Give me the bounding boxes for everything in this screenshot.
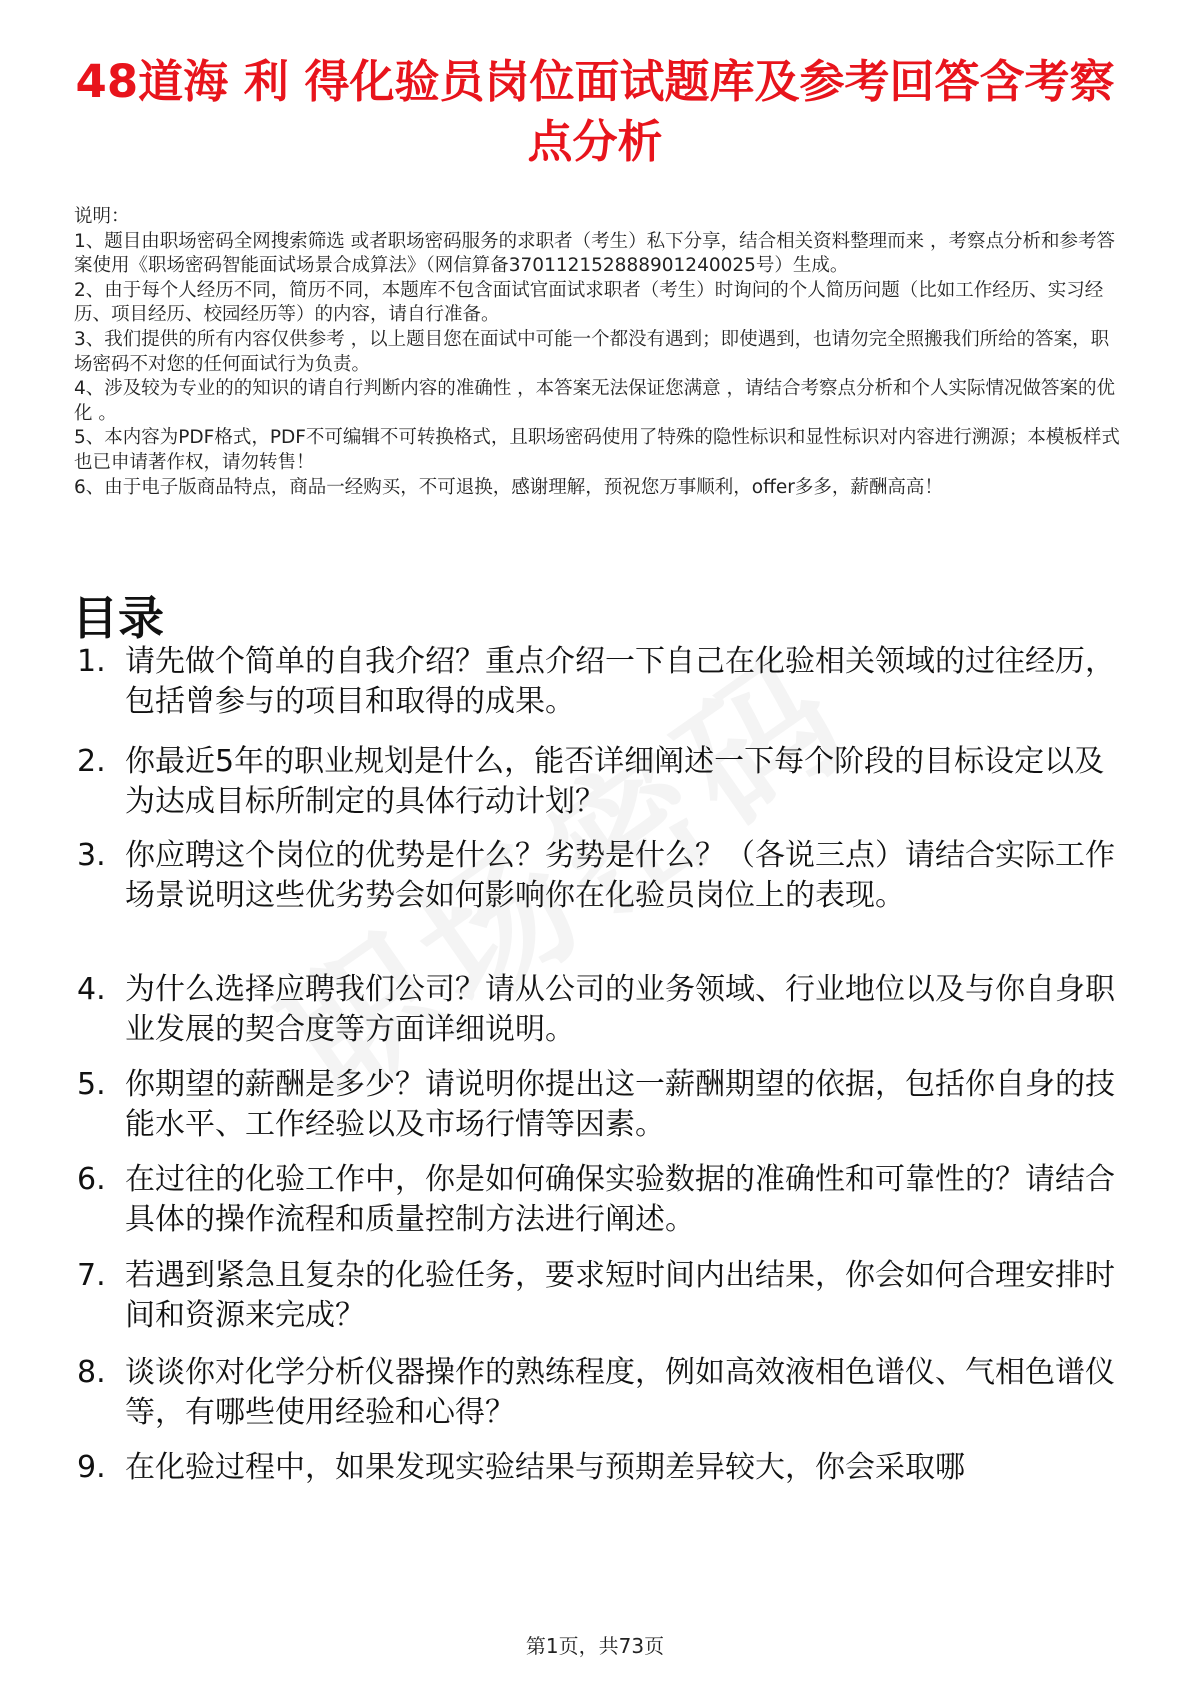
note-item: 4、涉及较为专业的的知识的请自行判断内容的准确性 ，本答案无法保证您满意 ，请结合考察点分析和个人实际情况做答案的优化 。 <box>74 378 1116 424</box>
toc-item[interactable] <box>77 970 1127 1050</box>
notes-heading: 说明： <box>74 206 130 227</box>
notes-section <box>74 205 1124 500</box>
toc-item-text: 在化验过程中，如果发现实验结果与预期差异较大，你会采取哪 <box>125 1450 965 1485</box>
toc-item[interactable] <box>77 1160 1127 1240</box>
toc-item-number: 8. <box>77 1355 106 1390</box>
toc-item-text: 你应聘这个岗位的优势是什么？劣势是什么？（各说三点）请结合实际工作场景说明这些优劣势会如何影响你在化验员岗位上的表现。 <box>125 838 1115 913</box>
toc-item[interactable] <box>77 836 1127 916</box>
note-item: 6、由于电子版商品特点，商品一经购买，不可退换，感谢理解，预祝您万事顺利，offer多多，薪酬高高！ <box>74 476 943 498</box>
toc-item-text: 为什么选择应聘我们公司？请从公司的业务领域、行业地位以及与你自身职业发展的契合度等方面详细说明。 <box>125 972 1115 1047</box>
toc-item-text: 若遇到紧急且复杂的化验任务，要求短时间内出结果，你会如何合理安排时间和资源来完成？ <box>125 1258 1115 1333</box>
toc-item[interactable] <box>77 1353 1127 1433</box>
toc-item[interactable] <box>77 742 1127 822</box>
toc-item-text: 谈谈你对化学分析仪器操作的熟练程度，例如高效液相色谱仪、气相色谱仪等，有哪些使用经验和心得？ <box>125 1355 1115 1430</box>
toc-item-number: 2. <box>77 744 106 779</box>
toc-item-text: 你最近5年的职业规划是什么，能否详细阐述一下每个阶段的目标设定以及为达成目标所制定的具体行动计划？ <box>125 744 1105 819</box>
toc-item-number: 3. <box>77 838 106 873</box>
toc-item-number: 7. <box>77 1258 106 1293</box>
toc-item[interactable] <box>77 1256 1127 1336</box>
page-footer: 第1页，共73页 <box>525 1634 665 1658</box>
toc-item-number: 9. <box>77 1450 106 1485</box>
toc-item-text: 请先做个简单的自我介绍？重点介绍一下自己在化验相关领域的过往经历，包括曾参与的项目和取得的成果。 <box>125 644 1115 719</box>
toc-item[interactable] <box>77 1065 1127 1145</box>
toc-item-number: 6. <box>77 1162 106 1197</box>
toc-heading: 目录 <box>72 591 164 645</box>
note-item: 3、我们提供的所有内容仅供参考 ，以上题目您在面试中可能一个都没有遇到；即使遇到，也请勿完全照搬我们所给的答案，职场密码不对您的任何面试行为负责。 <box>74 328 1110 375</box>
toc-item-number: 1. <box>77 644 106 679</box>
document-title: 48道海 利 得化验员岗位面试题库及参考回答含考察点分析 <box>75 55 1115 168</box>
toc-item[interactable] <box>77 1448 1127 1488</box>
toc-item-text: 你期望的薪酬是多少？请说明你提出这一薪酬期望的依据，包括你自身的技能水平、工作经验以及市场行情等因素。 <box>125 1067 1115 1142</box>
toc-item-number: 5. <box>77 1067 106 1102</box>
note-item: 5、本内容为PDF格式，PDF不可编辑不可转换格式，且职场密码使用了特殊的隐性标识和显性标识对内容进行溯源；本模板样式也已申请著作权，请勿转售！ <box>74 427 1120 473</box>
toc-item[interactable] <box>77 642 1127 722</box>
toc-item-number: 4. <box>77 972 106 1007</box>
note-item: 2、由于每个人经历不同，简历不同，本题库不包含面试官面试求职者（考生）时询问的个人简历问题（比如工作经历、实习经历、项目经历、校园经历等）的内容，请自行准备。 <box>74 279 1104 326</box>
note-item: 1、题目由职场密码全网搜索筛选 或者职场密码服务的求职者（考生）私下分享，结合相关资料整理而来 ，考察点分析和参考答案使用《职场密码智能面试场景合成算法》（网信算备370112152888901240025号）生成。 <box>74 230 1116 277</box>
toc-item-text: 在过往的化验工作中，你是如何确保实验数据的准确性和可靠性的？请结合具体的操作流程和质量控制方法进行阐述。 <box>125 1162 1115 1237</box>
